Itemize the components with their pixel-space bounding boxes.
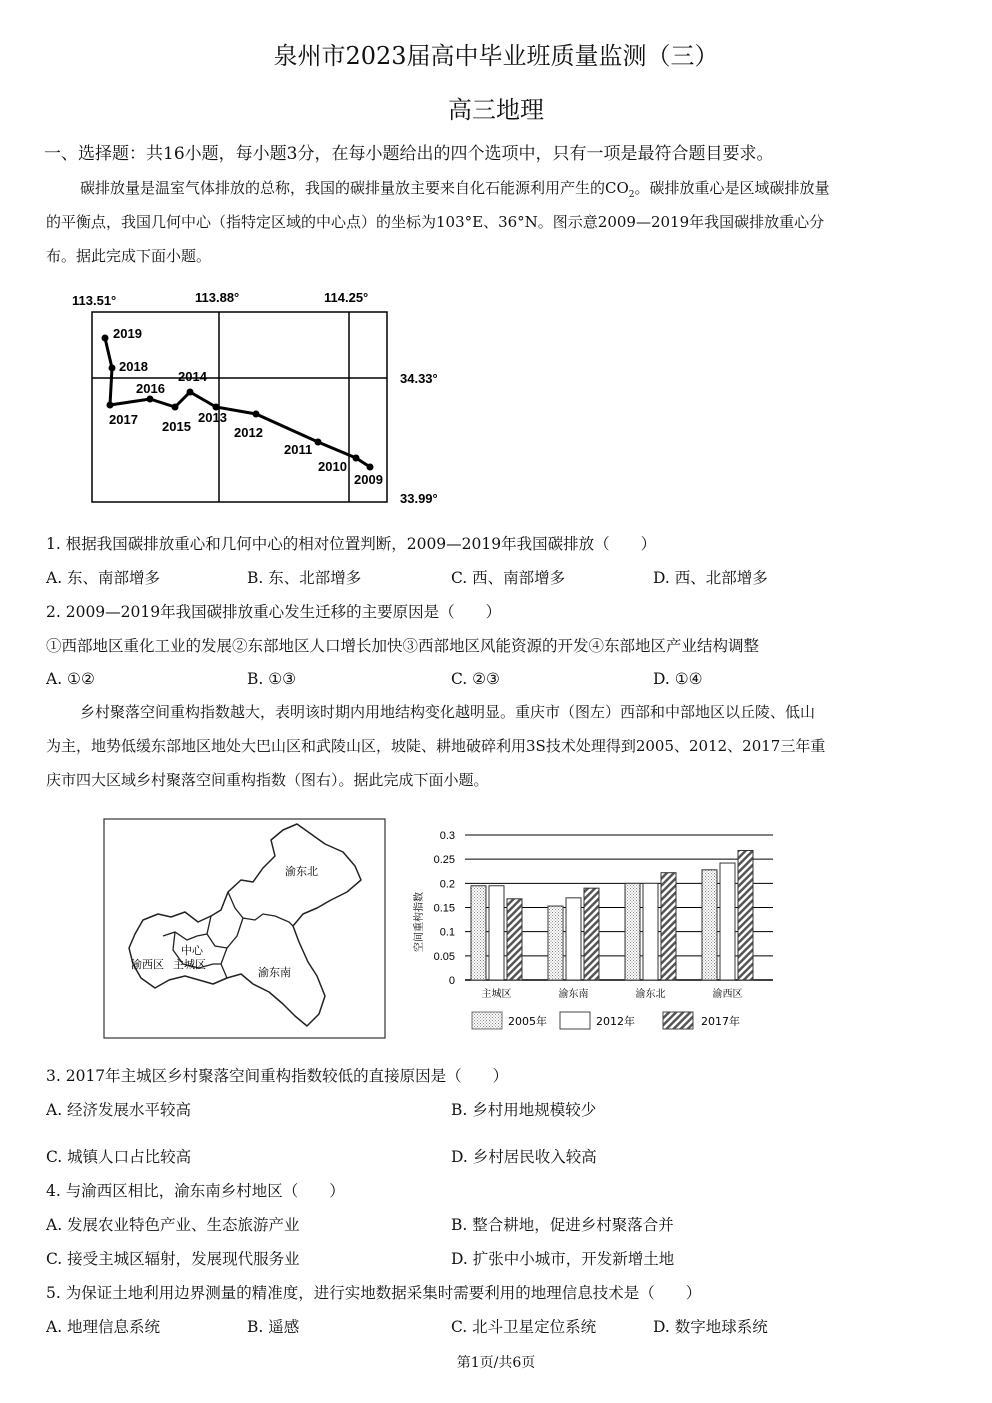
bar-渝西区-2012年 [720,863,735,980]
bar-渝东南-2017年 [584,888,599,980]
year-label: 2019 [113,326,142,341]
y-tick-label: 0.1 [439,926,455,939]
y-tick-label: 0 [448,975,455,987]
year-label: 2009 [354,472,383,487]
q5-option-c[interactable]: C. 北斗卫星定位系统 [451,1318,597,1336]
point-2016 [147,396,154,403]
point-2014 [187,389,194,396]
chart-ylabel: 空间重构指数 [414,892,425,952]
passage2-line2: 为主，地势低缓东部地区地处大巴山区和武陵山区，坡陡、耕地破碎利用3S技术处理得到2005、2012、2017三年重 [46,737,826,755]
q3-option-c[interactable]: C. 城镇人口占比较高 [46,1148,192,1166]
bar-渝东北-2005年 [625,883,640,980]
passage1-line2: 的平衡点，我国几何中心（指特定区域的中心点）的坐标为103°E、36°N。图示意2009—2019年我国碳排放重心分 [46,213,825,231]
lon-label: 113.51° [72,293,117,308]
rebuild-index-chart [405,822,785,1040]
lon-label: 113.88° [195,290,240,305]
q4-stem: 4. 与渝西区相比，渝东南乡村地区（ ） [46,1182,345,1200]
legend-label: 2012年 [596,1015,635,1028]
map-label: 渝东北 [285,865,318,878]
q1-option-d[interactable]: D. 西、北部增多 [653,569,768,587]
bar-渝东北-2017年 [661,873,676,980]
page-title: 泉州市2023届高中毕业班质量监测（三） [273,42,719,70]
q2-stem: 2. 2009—2019年我国碳排放重心发生迁移的主要原因是（ ） [46,603,502,621]
year-label: 2016 [136,381,165,396]
point-2012 [253,411,260,418]
y-tick-label: 0.3 [439,830,455,842]
q2-statement: ①西部地区重化工业的发展②东部地区人口增长加快③西部地区风能资源的开发④东部地区产业结构调整 [46,637,760,655]
year-label: 2013 [198,410,227,425]
passage2-line3: 庆市四大区域乡村聚落空间重构指数（图右）。据此完成下面小题。 [46,771,489,789]
year-label: 2014 [178,369,207,384]
q3-option-d[interactable]: D. 乡村居民收入较高 [451,1148,597,1166]
legend-label: 2005年 [508,1015,547,1028]
lat-label: 33.99° [400,491,438,506]
y-tick-label: 0.25 [433,854,455,867]
section-heading: 一、选择题：共16小题，每小题3分，在每小题给出的四个选项中，只有一项是最符合题目要求。 [44,144,774,164]
bar-渝东南-2012年 [566,898,581,980]
bar-主城区-2005年 [471,886,486,980]
point-2017 [107,402,114,409]
map-label: 主城区 [173,958,206,971]
q3-option-b[interactable]: B. 乡村用地规模较少 [451,1101,597,1119]
q1-stem: 1. 根据我国碳排放重心和几何中心的相对位置判断，2009—2019年我国碳排放（ ） [46,535,657,553]
passage1-line3: 布。据此完成下面小题。 [46,247,212,265]
y-tick-label: 0.2 [439,878,455,891]
x-category-label: 渝东北 [635,989,666,1000]
carbon-centroid-figure [60,285,480,515]
map-label: 渝西区 [131,958,164,971]
point-2018 [109,365,116,372]
q4-option-d[interactable]: D. 扩张中小城市，开发新增土地 [451,1250,675,1268]
point-2010 [353,455,360,462]
x-category-label: 主城区 [481,989,512,1000]
y-tick-label: 0.15 [433,902,455,915]
year-label: 2017 [109,412,138,427]
lon-label: 114.25° [324,290,369,305]
q1-option-c[interactable]: C. 西、南部增多 [451,569,566,587]
q5-stem: 5. 为保证土地利用边界测量的精准度，进行实地数据采集时需要利用的地理信息技术是（ ） [46,1284,702,1302]
q2-option-c[interactable]: C. ②③ [451,670,500,688]
x-category-label: 渝西区 [712,989,743,1000]
point-2009 [367,464,374,471]
page-subtitle: 高三地理 [448,96,544,124]
q5-option-d[interactable]: D. 数字地球系统 [653,1318,768,1336]
map-label: 中心 [181,944,203,957]
q5-option-a[interactable]: A. 地理信息系统 [46,1318,161,1336]
point-2011 [315,439,322,446]
q2-option-a[interactable]: A. ①② [46,670,95,688]
point-2019 [102,335,109,342]
legend-swatch-2017 [663,1012,693,1029]
legend-swatch-2012 [560,1012,590,1029]
bar-渝东南-2005年 [548,906,563,980]
q2-option-d[interactable]: D. ①④ [653,670,703,688]
q1-option-b[interactable]: B. 东、北部增多 [247,569,362,587]
year-label: 2010 [318,459,347,474]
legend-label: 2017年 [701,1015,740,1028]
page-footer: 第1页/共6页 [456,1355,536,1371]
year-label: 2018 [119,359,148,374]
passage2-line1: 乡村聚落空间重构指数越大，表明该时期内用地结构变化越明显。重庆市（图左）西部和中部地区以丘陵、低山 [80,703,816,721]
q4-option-b[interactable]: B. 整合耕地，促进乡村聚落合并 [451,1216,674,1234]
legend-swatch-2005 [472,1012,502,1029]
lat-label: 34.33° [400,371,438,386]
q2-option-b[interactable]: B. ①③ [247,670,297,688]
bar-渝东北-2012年 [643,883,658,980]
q3-stem: 3. 2017年主城区乡村聚落空间重构指数较低的直接原因是（ ） [46,1067,509,1085]
map-label: 渝东南 [258,966,291,979]
year-label: 2011 [284,442,313,457]
bar-渝西区-2005年 [702,870,717,980]
q5-option-b[interactable]: B. 遥感 [247,1318,300,1336]
y-tick-label: 0.05 [433,950,455,963]
bar-渝西区-2017年 [738,850,753,980]
year-label: 2012 [234,425,263,440]
year-label: 2015 [162,419,191,434]
q4-option-c[interactable]: C. 接受主城区辐射，发展现代服务业 [46,1250,300,1268]
bar-主城区-2012年 [489,886,504,980]
q3-option-a[interactable]: A. 经济发展水平较高 [46,1101,192,1119]
passage1-line1: 碳排放量是温室气体排放的总称，我国的碳排量放主要来自化石能源利用产生的$CO_2$。碳排放重心是区域碳排放量 [80,179,830,200]
q4-option-a[interactable]: A. 发展农业特色产业、生态旅游产业 [46,1216,300,1234]
point-2015 [172,404,179,411]
q1-option-a[interactable]: A. 东、南部增多 [46,569,161,587]
chongqing-map [103,818,386,1040]
x-category-label: 渝东南 [558,989,589,1000]
bar-主城区-2017年 [507,899,522,980]
